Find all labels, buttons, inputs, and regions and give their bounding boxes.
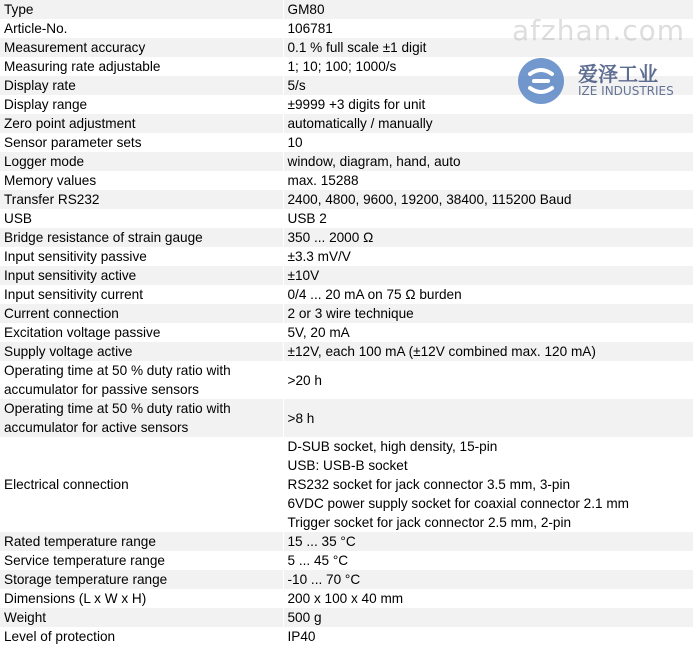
spec-value: D-SUB socket, high density, 15-pin USB: USB-B socket RS232 socket for jack connector 3.5 mm, 3-pin 6VDC power supply socket for coaxial connector 2.1 mm Trigger socket for jack connector 2.5 mm, 2-pin — [283, 437, 693, 532]
spec-value: 5 ... 45 °C — [283, 551, 693, 570]
spec-value: >20 h — [283, 361, 693, 399]
spec-label: Service temperature range — [0, 551, 283, 570]
spec-label: Input sensitivity active — [0, 266, 283, 285]
spec-value: USB 2 — [283, 209, 693, 228]
spec-row — [0, 209, 693, 228]
spec-row — [0, 266, 693, 285]
spec-label: Input sensitivity passive — [0, 247, 283, 266]
spec-row — [0, 114, 693, 133]
spec-row — [0, 133, 693, 152]
spec-row — [0, 304, 693, 323]
spec-row — [0, 437, 693, 532]
spec-value: 2 or 3 wire technique — [283, 304, 693, 323]
spec-row — [0, 399, 693, 437]
spec-value: GM80 — [283, 0, 693, 19]
spec-label: Operating time at 50 % duty ratio with accumulator for active sensors — [0, 399, 283, 437]
spec-row — [0, 95, 693, 114]
spec-label: Transfer RS232 — [0, 190, 283, 209]
spec-value: 500 g — [283, 608, 693, 627]
spec-row — [0, 551, 693, 570]
watermark-company-cn: 爱泽工业 — [578, 62, 658, 86]
spec-label: USB — [0, 209, 283, 228]
spec-value: ±12V, each 100 mA (±12V combined max. 120 mA) — [283, 342, 693, 361]
spec-row — [0, 0, 693, 19]
spec-label: Memory values — [0, 171, 283, 190]
spec-row — [0, 190, 693, 209]
spec-value: 2400, 4800, 9600, 19200, 38400, 115200 Baud — [283, 190, 693, 209]
spec-value: 10 — [283, 133, 693, 152]
spec-value: 15 ... 35 °C — [283, 532, 693, 551]
watermark-site-text: afzhan.com — [512, 14, 686, 47]
spec-value: ±3.3 mV/V — [283, 247, 693, 266]
spec-value: max. 15288 — [283, 171, 693, 190]
spec-row — [0, 19, 693, 38]
spec-value: 0.1 % full scale ±1 digit — [283, 38, 693, 57]
spec-label: Excitation voltage passive — [0, 323, 283, 342]
spec-row — [0, 570, 693, 589]
spec-label: Display rate — [0, 76, 283, 95]
spec-row — [0, 589, 693, 608]
watermark-company-en: IZE INDUSTRIES — [578, 84, 674, 98]
spec-label: Article-No. — [0, 19, 283, 38]
spec-label: Input sensitivity current — [0, 285, 283, 304]
spec-value: 106781 — [283, 19, 693, 38]
spec-value: -10 ... 70 °C — [283, 570, 693, 589]
spec-row — [0, 228, 693, 247]
spec-label: Operating time at 50 % duty ratio with accumulator for passive sensors — [0, 361, 283, 399]
spec-label: Sensor parameter sets — [0, 133, 283, 152]
spec-row — [0, 247, 693, 266]
spec-row — [0, 532, 693, 551]
spec-label: Bridge resistance of strain gauge — [0, 228, 283, 247]
spec-value: window, diagram, hand, auto — [283, 152, 693, 171]
spec-label: Zero point adjustment — [0, 114, 283, 133]
spec-value: 1; 10; 100; 1000/s — [283, 57, 693, 76]
spec-label: Rated temperature range — [0, 532, 283, 551]
spec-row — [0, 285, 693, 304]
spec-label: Dimensions (L x W x H) — [0, 589, 283, 608]
spec-row — [0, 342, 693, 361]
spec-value: 350 ... 2000 Ω — [283, 228, 693, 247]
spec-label: Electrical connection — [0, 437, 283, 532]
spec-value: ±9999 +3 digits for unit — [283, 95, 693, 114]
spec-value: 5V, 20 mA — [283, 323, 693, 342]
spec-row — [0, 76, 693, 95]
spec-label: Measuring rate adjustable — [0, 57, 283, 76]
spec-label: Current connection — [0, 304, 283, 323]
spec-label: Type — [0, 0, 283, 19]
spec-row — [0, 152, 693, 171]
spec-row — [0, 323, 693, 342]
spec-value: ±10V — [283, 266, 693, 285]
spec-label: Weight — [0, 608, 283, 627]
spec-value: 200 x 100 x 40 mm — [283, 589, 693, 608]
spec-value: IP40 — [283, 627, 693, 646]
spec-value: 0/4 ... 20 mA on 75 Ω burden — [283, 285, 693, 304]
spec-label: Level of protection — [0, 627, 283, 646]
spec-value: 5/s — [283, 76, 693, 95]
spec-label: Storage temperature range — [0, 570, 283, 589]
spec-label: Measurement accuracy — [0, 38, 283, 57]
spec-row — [0, 57, 693, 76]
spec-row — [0, 361, 693, 399]
spec-row — [0, 171, 693, 190]
spec-label: Supply voltage active — [0, 342, 283, 361]
spec-label: Display range — [0, 95, 283, 114]
spec-row — [0, 627, 693, 646]
spec-value: automatically / manually — [283, 114, 693, 133]
spec-row — [0, 38, 693, 57]
spec-row — [0, 608, 693, 627]
spec-label: Logger mode — [0, 152, 283, 171]
spec-value: >8 h — [283, 399, 693, 437]
